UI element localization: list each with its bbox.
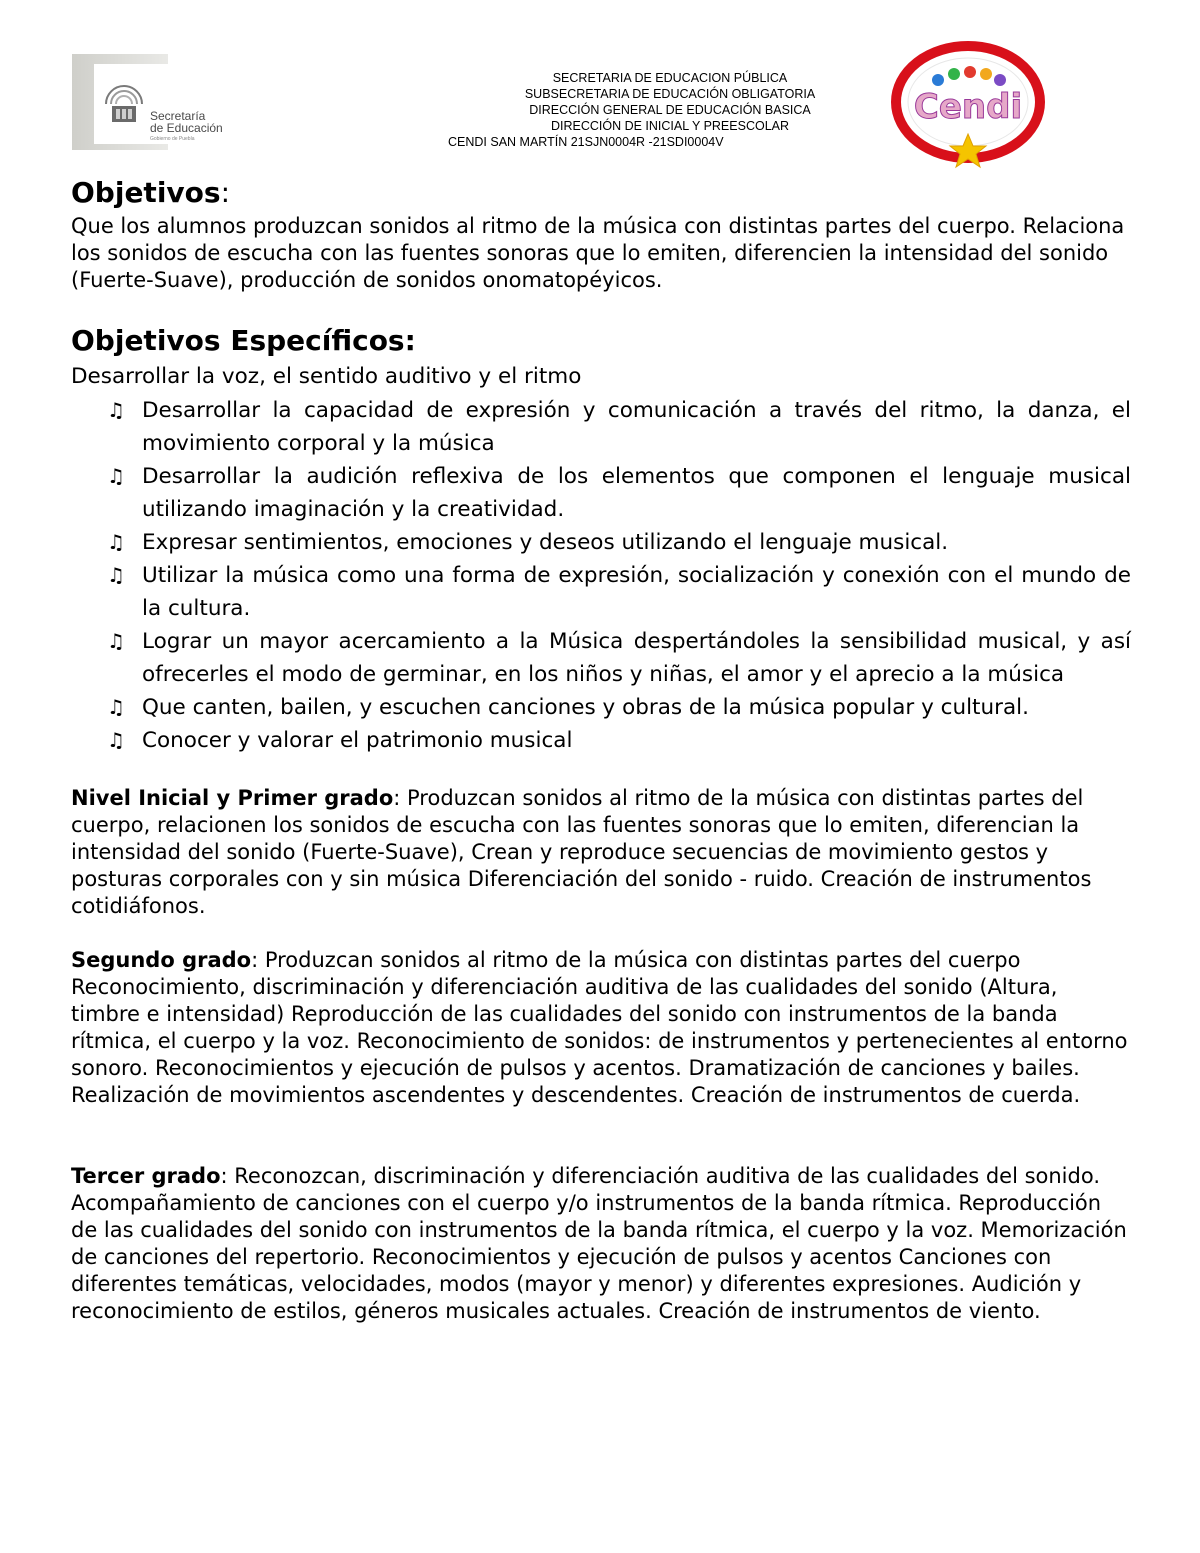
grado-paragraph	[71, 947, 1131, 1109]
music-note-icon: ♫	[107, 530, 125, 554]
grado-text: : Produzcan sonidos al ritmo de la música con distintas partes del cuerpo, relacionen los sonidos de escucha con las fuentes sonoras que lo emiten, diferencian la intensidad del sonido (Fuerte-Suave), Crean y reproduce secuencias de movimiento gestos y posturas corporales con y sin música Diferenciación del sonido - ruido. Creación de instrumentos cotidiáfonos.	[71, 786, 1092, 918]
list-item-text: Desarrollar la capacidad de expresión y comunicación a través del ritmo, la danza, el movimiento corporal y la música	[142, 398, 1131, 456]
grado-label: Tercer grado	[71, 1164, 221, 1188]
objetivos-colon: :	[220, 176, 231, 209]
institution-block	[420, 70, 920, 150]
list-item	[71, 625, 1131, 691]
list-item-text: Desarrollar la audición reflexiva de los elementos que componen el lenguaje musical utilizando imaginación y la creatividad.	[142, 464, 1131, 522]
institution-line: SECRETARIA DE EDUCACION PÚBLICA	[552, 71, 788, 85]
list-item	[71, 724, 1131, 757]
cendi-emblem-icon	[888, 38, 1048, 173]
music-note-icon: ♫	[107, 629, 125, 653]
list-item	[71, 394, 1131, 460]
music-note-icon: ♫	[107, 464, 125, 488]
institution-line: DIRECCIÓN DE INICIAL Y PREESCOLAR	[550, 119, 790, 133]
list-item-text: Conocer y valorar el patrimonio musical	[142, 728, 573, 753]
institution-line: CENDI SAN MARTÍN 21SJN0004R -21SDI0004V	[448, 135, 724, 149]
list-item	[71, 559, 1131, 625]
grado-paragraph	[71, 1163, 1131, 1325]
document-body	[71, 175, 1131, 1325]
sep-logo-line1: Secretaría	[150, 109, 206, 123]
objetivos-text: Que los alumnos produzcan sonidos al ritmo de la música con distintas partes del cuerpo. Relaciona los sonidos de escucha con las fuentes sonoras que lo emiten, diferencien la intensidad del sonido (Fuerte-Suave), producción de sonidos onomatopéyicos.	[71, 214, 1125, 292]
cendi-logo	[888, 38, 1048, 173]
sep-logo	[72, 54, 237, 150]
cendi-logo-word: Cendi	[913, 87, 1023, 127]
list-item	[71, 460, 1131, 526]
objetivos-title: Objetivos	[71, 176, 221, 209]
especificos-list	[71, 394, 1131, 757]
list-item-text: Lograr un mayor acercamiento a la Música despertándoles la sensibilidad musical, y así ofrecerles el modo de germinar, en los niños y niñas, el amor y el aprecio a la música	[142, 629, 1131, 687]
grado-text: : Produzcan sonidos al ritmo de la música con distintas partes del cuerpo Reconocimiento, discriminación y diferenciación auditiva de las cualidades del sonido (Altura, timbre e intensidad) Reproducción de las cualidades del sonido con instrumentos de la banda rítmica, el cuerpo y la voz. Reconocimiento de sonidos: de instrumentos y pertenecientes al entorno sonoro. Reconocimientos y ejecución de pulsos y acentos. Dramatización de canciones y bailes. Realización de movimientos ascendentes y descendentes. Creación de instrumentos de cuerda.	[71, 948, 1128, 1107]
list-item-text: Que canten, bailen, y escuchen canciones y obras de la música popular y cultural.	[142, 695, 1029, 720]
music-note-icon: ♫	[107, 563, 125, 587]
sep-logo-subtitle: Gobierno de Puebla	[150, 136, 195, 142]
sep-logo-name	[150, 110, 223, 134]
sep-logo-line2: de Educación	[150, 121, 223, 135]
grado-text: : Reconozcan, discriminación y diferenciación auditiva de las cualidades del sonido. Acompañamiento de canciones con el cuerpo y/o instrumentos de la banda rítmica. Reproducción de las cualidades del sonido con instrumentos de la banda rítmica, el cuerpo y la voz. Memorización de canciones del repertorio. Reconocimientos y ejecución de pulsos y acentos Canciones con diferentes temáticas, velocidades, modos (mayor y menor) y diferentes expresiones. Audición y reconocimiento de estilos, géneros musicales actuales. Creación de instrumentos de viento.	[71, 1164, 1127, 1323]
objetivos-heading	[71, 175, 1131, 211]
grado-label: Nivel Inicial y Primer grado	[71, 786, 394, 810]
music-note-icon: ♫	[107, 695, 125, 719]
institution-line: DIRECCIÓN GENERAL DE EDUCACIÓN BASICA	[529, 103, 811, 117]
grado-label: Segundo grado	[71, 948, 252, 972]
list-item-text: Expresar sentimientos, emociones y deseos utilizando el lenguaje musical.	[142, 530, 949, 555]
list-item-text: Utilizar la música como una forma de expresión, socialización y conexión con el mundo de la cultura.	[142, 563, 1131, 621]
institution-line: SUBSECRETARIA DE EDUCACIÓN OBLIGATORIA	[524, 87, 816, 101]
sep-emblem-icon	[102, 82, 146, 126]
music-note-icon: ♫	[107, 728, 125, 752]
music-note-icon: ♫	[107, 398, 125, 422]
list-item	[71, 691, 1131, 724]
list-item	[71, 526, 1131, 559]
especificos-heading: Objetivos Específicos:	[71, 324, 416, 357]
grado-paragraph	[71, 785, 1131, 920]
document-header	[0, 0, 1200, 175]
especificos-lead: Desarrollar la voz, el sentido auditivo y el ritmo	[71, 364, 582, 389]
